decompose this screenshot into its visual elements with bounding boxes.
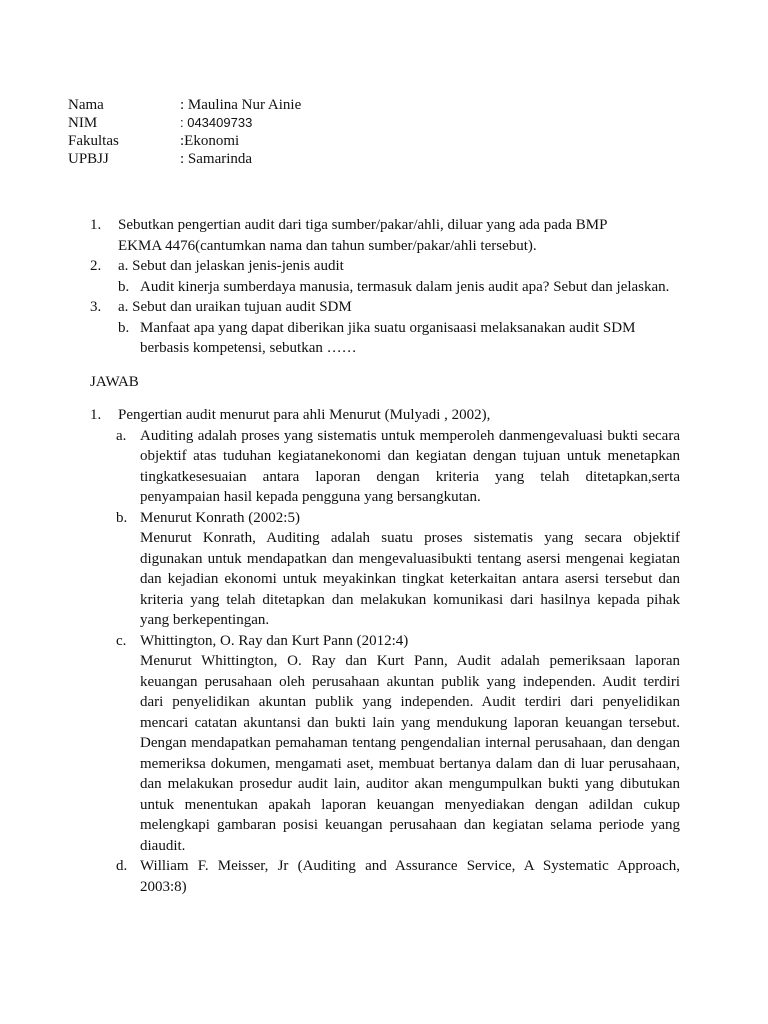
question-text: Sebutkan pengertian audit dari tiga sumber/pakar/ahli, diluar yang ada pada BMP: [118, 217, 608, 233]
question-text: EKMA 4476(cantumkan nama dan tahun sumber/pakar/ahli tersebut).: [118, 237, 537, 254]
question-text: Manfaat apa yang dapat diberikan jika suatu organisaasi melaksanakan audit SDM: [140, 319, 636, 336]
question-number: 3.: [90, 299, 102, 315]
answer-line: William F. Meisser, Jr (Auditing and Assurance Service, A Systematic Approach,: [140, 858, 680, 874]
sub-letter: b.: [118, 278, 130, 295]
answer-list: [90, 405, 680, 897]
question-number: 1.: [90, 217, 102, 233]
identity-label: Nama: [68, 97, 104, 113]
answer-number: 1.: [90, 407, 102, 423]
answer-line: diaudit.: [140, 837, 186, 854]
answer-line: digunakan untuk mendapatkan dan mengevaluasibukti tentang asersi mengenai kegiatan: [140, 550, 680, 567]
answer-line: objektif atas tuduhan kegiatanekonomi dan kegiatan dengan tujuan untuk menetapkan: [140, 448, 680, 464]
identity-label: NIM: [68, 115, 98, 131]
answer-item-a: [90, 426, 680, 508]
identity-row-nim: [68, 114, 301, 132]
question-sub-b: [118, 277, 690, 298]
answer-item-c: [90, 631, 680, 857]
identity-label: UPBJJ: [68, 151, 109, 167]
question-text: Audit kinerja sumberdaya manusia, termasuk dalam jenis audit apa? Sebut dan jelaskan.: [140, 278, 670, 295]
identity-block: [68, 96, 301, 168]
answer-intro-text: Pengertian audit menurut para ahli Menurut (Mulyadi , 2002),: [118, 407, 491, 423]
question-3: [90, 297, 690, 359]
identity-value: : Maulina Nur Ainie: [180, 97, 302, 113]
answer-line: yang berkepentingan.: [140, 612, 270, 628]
identity-row-nama: [68, 96, 301, 114]
answer-line: Auditing adalah proses yang sistematis untuk memperoleh danmengevaluasi bukti secara: [140, 427, 680, 444]
answer-line: melengkapi gambaran posisi keuangan perusahaan dan kegiatan selama periode yang: [140, 817, 680, 833]
question-text: a. Sebut dan jelaskan jenis-jenis audit: [118, 258, 344, 274]
question-text: a. Sebut dan uraikan tujuan audit SDM: [118, 299, 352, 315]
question-text: berbasis kompetensi, sebutkan ……: [140, 340, 357, 356]
question-number: 2.: [90, 258, 102, 274]
answer-line: 2003:8): [140, 878, 187, 895]
answer-letter: b.: [116, 509, 128, 526]
identity-value: :Ekonomi: [180, 133, 240, 149]
identity-label: Fakultas: [68, 133, 119, 149]
answer-heading: Menurut Konrath (2002:5): [140, 509, 300, 526]
sub-letter: b.: [118, 319, 130, 336]
answer-line: Menurut Whittington, O. Ray dan Kurt Pann, Audit adalah pemeriksaan laporan: [140, 653, 680, 669]
answer-line: mencari catatan akuntansi dan bukti lain yang mendukung laporan keuangan tersebut.: [140, 714, 680, 731]
answer-line: penyampaian hasil kepada pengguna yang bersangkutan.: [140, 489, 481, 505]
answer-letter: a.: [116, 427, 127, 444]
answer-line: dan melakukan prosedur audit lain, auditor akan mengumpulkan bukti yang dibutukan: [140, 776, 680, 792]
question-sub-b: [118, 318, 690, 359]
identity-row-upbjj: [68, 150, 301, 168]
answer-1-intro: [90, 405, 680, 426]
answer-line: dan kejadian ekonomi untuk meyakinkan tingkat keterkaitan antara asersi tersebut dan: [140, 571, 680, 587]
question-1: [90, 215, 690, 256]
jawab-heading: JAWAB: [90, 374, 139, 390]
answer-line: keuangan perusahaan oleh perusahaan akuntan publik yang independen. Audit terdiri: [140, 673, 680, 690]
answer-letter: c.: [116, 632, 127, 649]
answer-item-b: [90, 508, 680, 631]
answer-line: tingkatkesesuaian antara laporan dengan kriteria yang telah ditetapkan,serta: [140, 468, 680, 485]
identity-value: : 043409733: [180, 115, 253, 130]
answer-line: memeriksa dokumen, mengamati aset, membuat bertanya dalam dan di luar perusahaan,: [140, 755, 680, 772]
answer-line: untuk menentukan apakah laporan keuangan menyediakan dengan adildan cukup: [140, 796, 680, 813]
question-2: [90, 256, 690, 297]
answer-line: dari penyelidikan akuntan publik yang independen. Audit terdiri dari penyelidikan: [140, 694, 680, 710]
question-list: [90, 215, 690, 359]
answer-letter: d.: [116, 858, 128, 874]
answer-item-d: [90, 856, 680, 897]
answer-line: kriteria yang telah ditetapkan dan melakukan komunikasi dari hasilnya kepada pihak: [140, 591, 680, 608]
answer-heading: Whittington, O. Ray dan Kurt Pann (2012:4): [140, 632, 409, 649]
identity-value: : Samarinda: [180, 151, 253, 167]
answer-line: Dengan mendapatkan pemahaman tentang pengendalian internal perusahaan, dan dengan: [140, 735, 680, 751]
identity-row-fakultas: [68, 132, 301, 150]
answer-line: Menurut Konrath, Auditing adalah suatu proses sistematis yang secara objektif: [140, 530, 680, 546]
